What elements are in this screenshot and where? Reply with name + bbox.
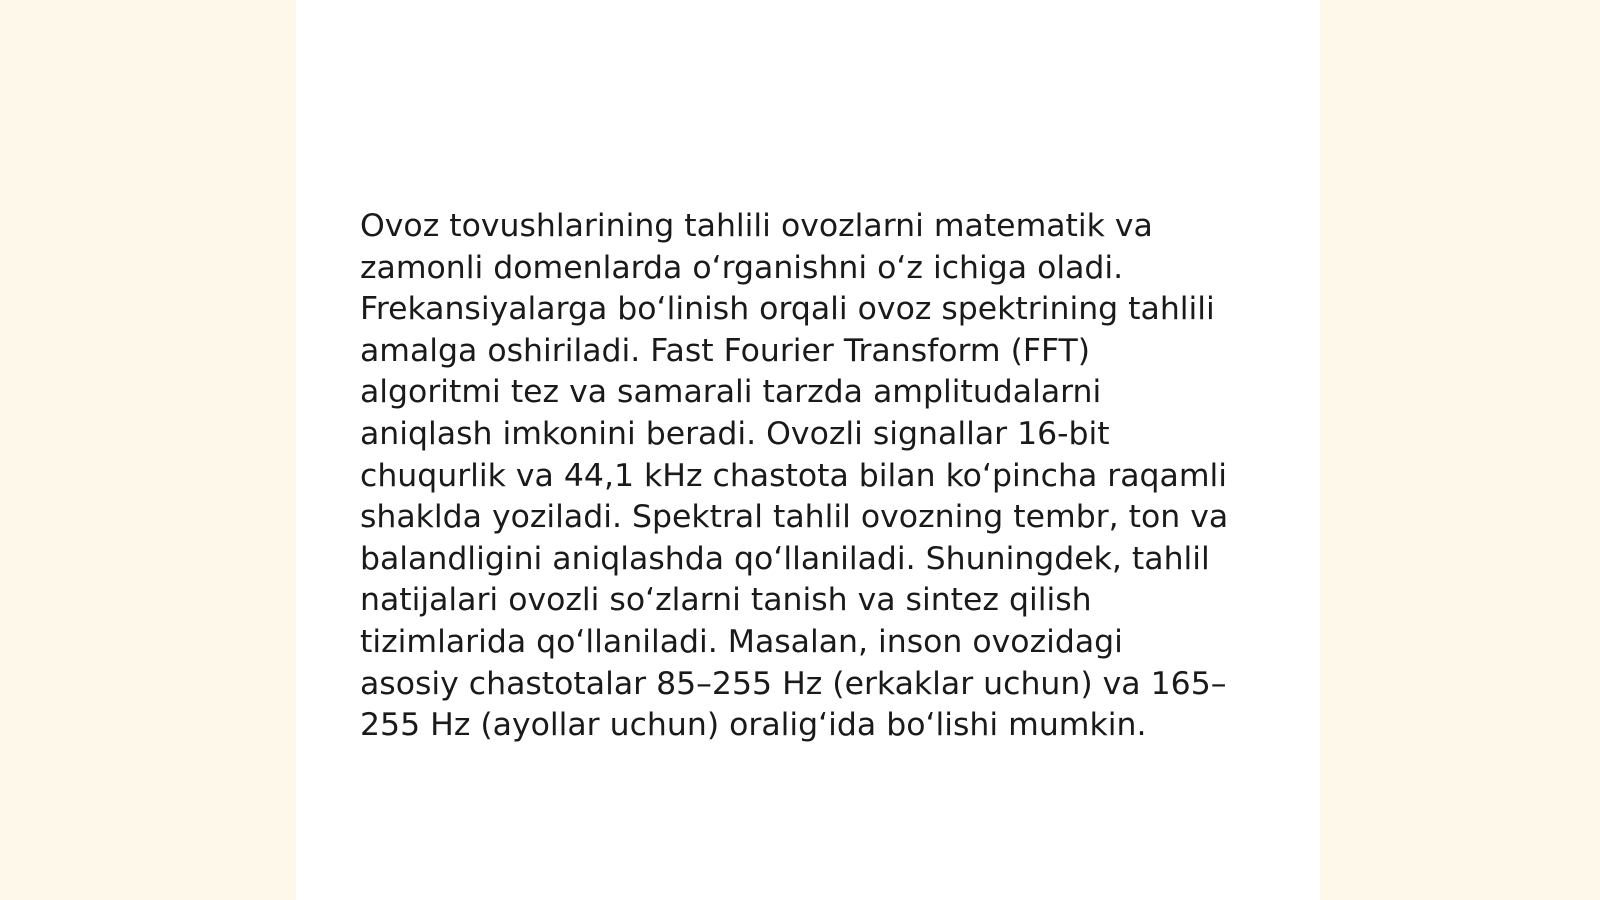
body-paragraph: Ovoz tovushlarining tahlili ovozlarni matematik va zamonli domenlarda o‘rganishni o‘z ichiga oladi. Frekansiyalarga bo‘linish orqali ovoz spektrining tahlili amalga oshiriladi. Fast Fourier Transform (FFT) algoritmi tez va samarali tarzda amplitudalarni aniqlash imkonini beradi. Ovozli signallar 16-bit chuqurlik va 44,1 kHz chastota bilan ko‘pincha raqamli shaklda yoziladi. Spektral tahlil ovozning tembr, ton va balandligini aniqlashda qo‘llaniladi. Shuningdek, tahlil natijalari ovozli so‘zlarni tanish va sintez qilish tizimlarida qo‘llaniladi. Masalan, inson ovozidagi asosiy chastotalar 85–255 Hz (erkaklar uchun) va 165– 255 Hz (ayollar uchun) oralig‘ida bo‘lishi mumkin. [360,208,1229,744]
right-margin [1320,0,1600,900]
left-margin [0,0,296,900]
